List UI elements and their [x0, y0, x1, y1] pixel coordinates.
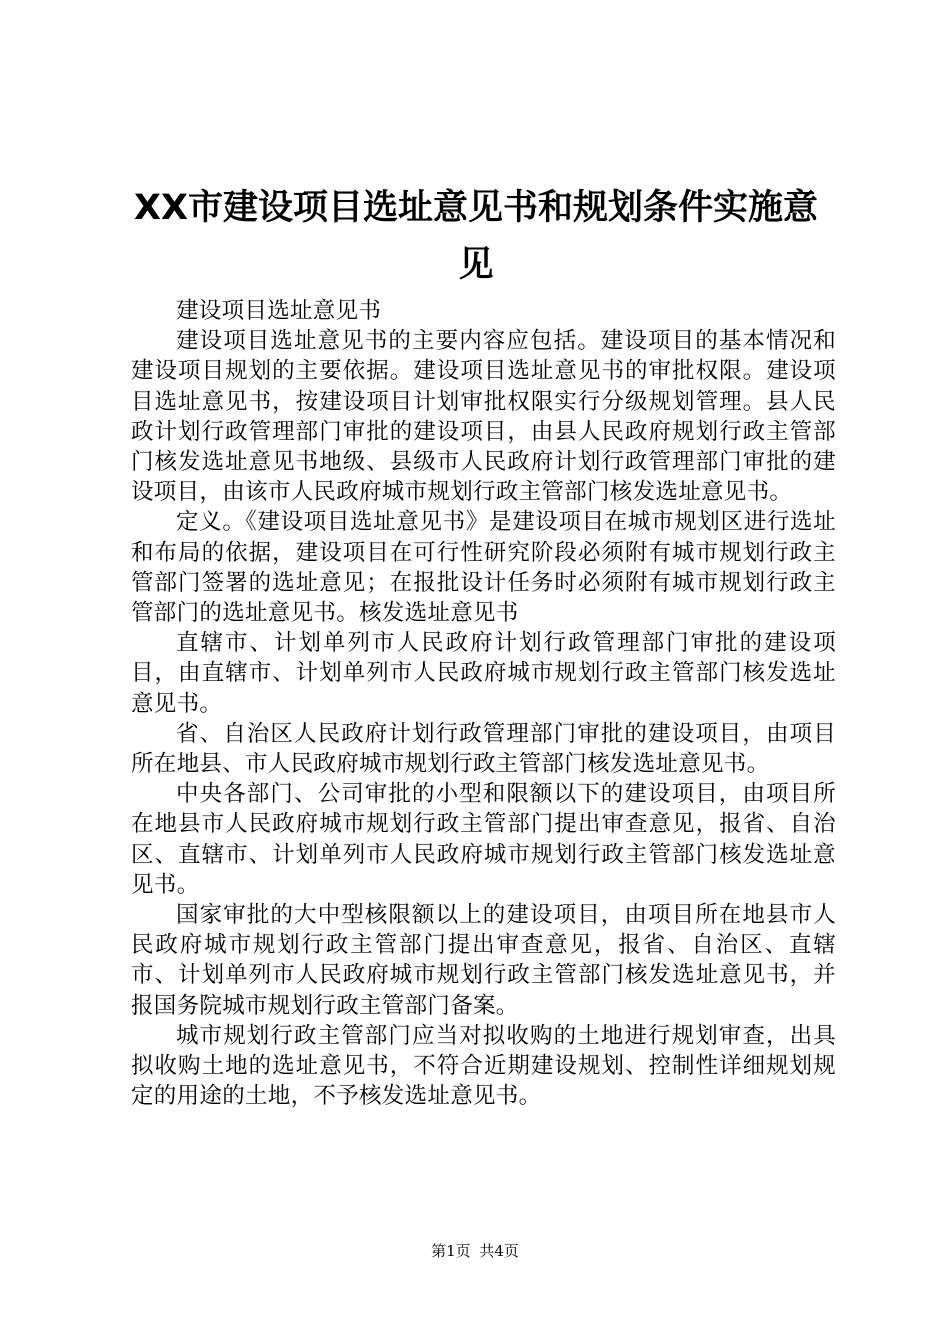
page-total: 共4页: [479, 1242, 519, 1260]
paragraph: 定义。《建设项目选址意见书》是建设项目在城市规划区进行选址和布局的依据，建设项目在可行性研究阶段必须附有城市规划行政主管部门签署的选址意见；在报批设计任务时必须附有城市规划行政主管部门的选址意见书。核发选址意见书: [131, 509, 836, 627]
paragraph-heading: 建设项目选址意见书: [176, 298, 382, 324]
paragraph: 直辖市、计划单列市人民政府计划行政管理部门审批的建设项目，由直辖市、计划单列市人民政府城市规划行政主管部门核发选址意见书。: [131, 630, 836, 717]
paragraph: 城市规划行政主管部门应当对拟收购的土地进行规划审查，出具拟收购土地的选址意见书，不符合近期建设规划、控制性详细规划规定的用途的土地，不予核发选址意见书。: [131, 1022, 836, 1110]
paragraph: 省、自治区人民政府计划行政管理部门审批的建设项目，由项目所在地县、市人民政府城市规划行政主管部门核发选址意见书。: [131, 720, 836, 778]
page-footer: [0, 1240, 950, 1262]
document-body: [131, 296, 836, 1111]
paragraph: 国家审批的大中型核限额以上的建设项目，由项目所在地县市人民政府城市规划行政主管部门提出审查意见，报省、自治区、直辖市、计划单列市人民政府城市规划行政主管部门核发选址意见书，并报国务院城市规划行政主管部门备案。: [131, 902, 836, 1019]
paragraph: 中央各部门、公司审批的小型和限额以下的建设项目，由项目所在地县市人民政府城市规划行政主管部门提出审查意见，报省、自治区、直辖市、计划单列市人民政府城市规划行政主管部门核发选址意见书。: [131, 781, 836, 898]
page-number: 第1页: [431, 1242, 471, 1260]
paragraph: 建设项目选址意见书的主要内容应包括。建设项目的基本情况和建设项目规划的主要依据。建设项目选址意见书的审批权限。建设项目选址意见书，按建设项目计划审批权限实行分级规划管理。县人民政计划行政管理部门审批的建设项目，由县人民政府规划行政主管部门核发选址意见书地级、县级市人民政府计划行政管理部门审批的建设项目，由该市人民政府城市规划行政主管部门核发选址意见书。: [131, 328, 836, 506]
document-title: XX市建设项目选址意见书和规划条件实施意见: [134, 188, 818, 285]
